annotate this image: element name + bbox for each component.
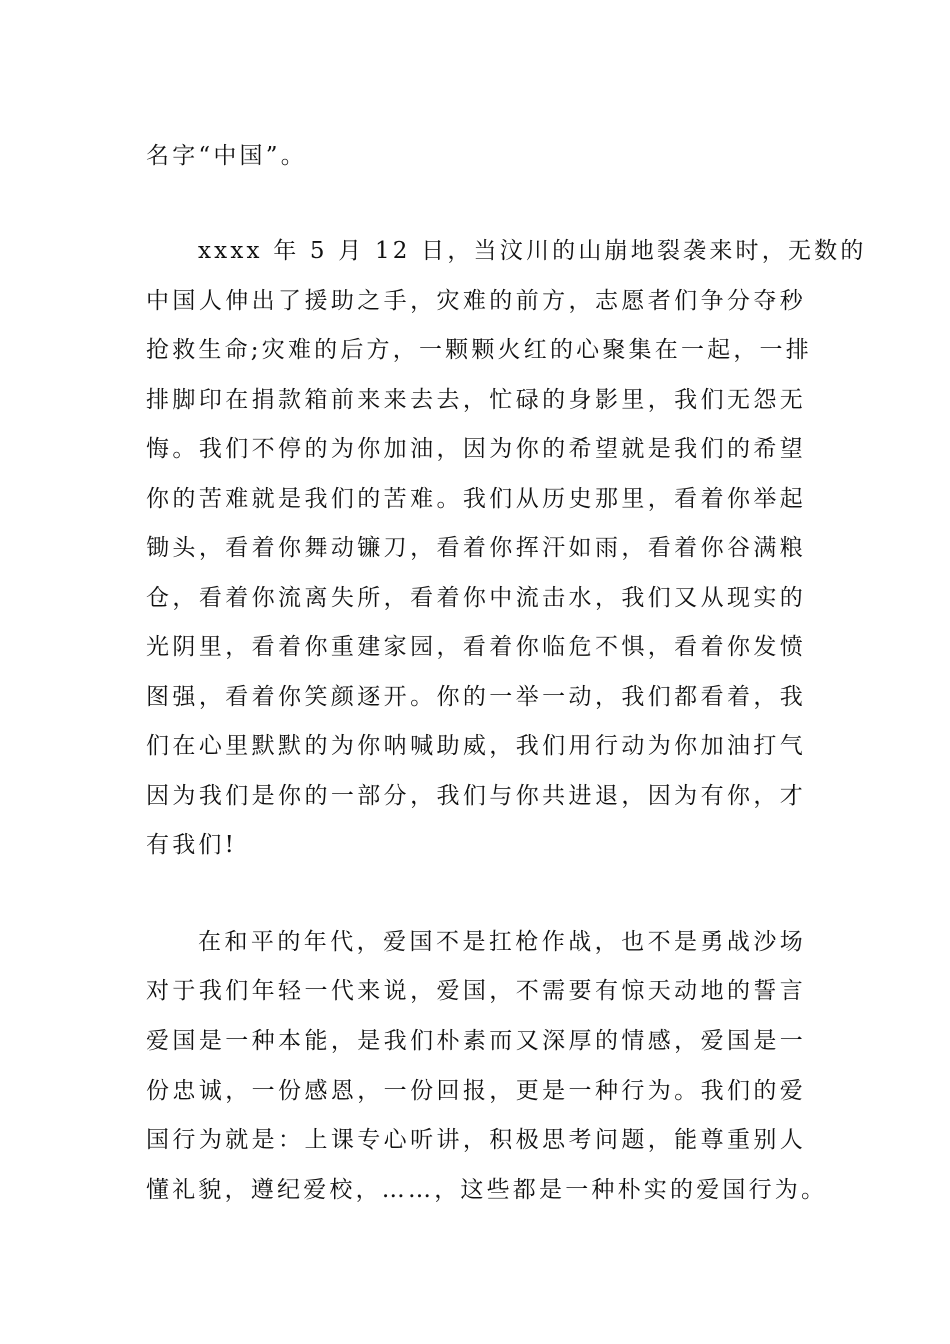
paragraph-line: 份忠诚，一份感恩，一份回报，更是一种行为。我们的爱: [146, 1078, 806, 1104]
paragraph-line: 悔。我们不停的为你加油，因为你的希望就是我们的希望: [146, 436, 806, 462]
paragraph-line: 因为我们是你的一部分，我们与你共进退，因为有你，才: [146, 783, 806, 809]
paragraph-line: 国行为就是：上课专心听讲，积极思考问题，能尊重别人: [146, 1127, 806, 1153]
paragraph-line: 光阴里，看着你重建家园，看着你临危不惧，看着你发愤: [146, 634, 806, 660]
paragraph-line: 中国人伸出了援助之手，灾难的前方，志愿者们争分夺秒: [146, 288, 806, 314]
paragraph-line: 在和平的年代，爱国不是扛枪作战，也不是勇战沙场: [198, 929, 806, 955]
paragraph-line: 锄头，看着你舞动镰刀，看着你挥汗如雨，看着你谷满粮: [146, 535, 806, 561]
paragraph-line: 抢救生命;灾难的后方，一颗颗火红的心聚集在一起，一排: [146, 337, 812, 363]
paragraph-line: 你的苦难就是我们的苦难。我们从历史那里，看着你举起: [146, 486, 806, 512]
paragraph-line: 对于我们年轻一代来说，爱国，不需要有惊天动地的誓言: [146, 978, 806, 1004]
paragraph-line: 图强，看着你笑颜逐开。你的一举一动，我们都看着，我: [146, 684, 806, 710]
paragraph-line: 仓，看着你流离失所，看着你中流击水，我们又从现实的: [146, 585, 806, 611]
paragraph-line: 排脚印在捐款箱前来来去去，忙碌的身影里，我们无怨无: [146, 387, 806, 413]
paragraph-line: 名字“中国”。: [146, 143, 307, 169]
paragraph-line: 爱国是一种本能，是我们朴素而又深厚的情感，爱国是一: [146, 1028, 806, 1054]
paragraph-line: 懂礼貌，遵纪爱校，……，这些都是一种朴实的爱国行为。: [146, 1177, 828, 1203]
paragraph-line: xxxx 年 5 月 12 日，当汶川的山崩地裂袭来时，无数的: [198, 238, 867, 264]
paragraph-line: 们在心里默默的为你呐喊助威，我们用行动为你加油打气: [146, 733, 806, 759]
paragraph-line: 有我们!: [146, 832, 238, 858]
